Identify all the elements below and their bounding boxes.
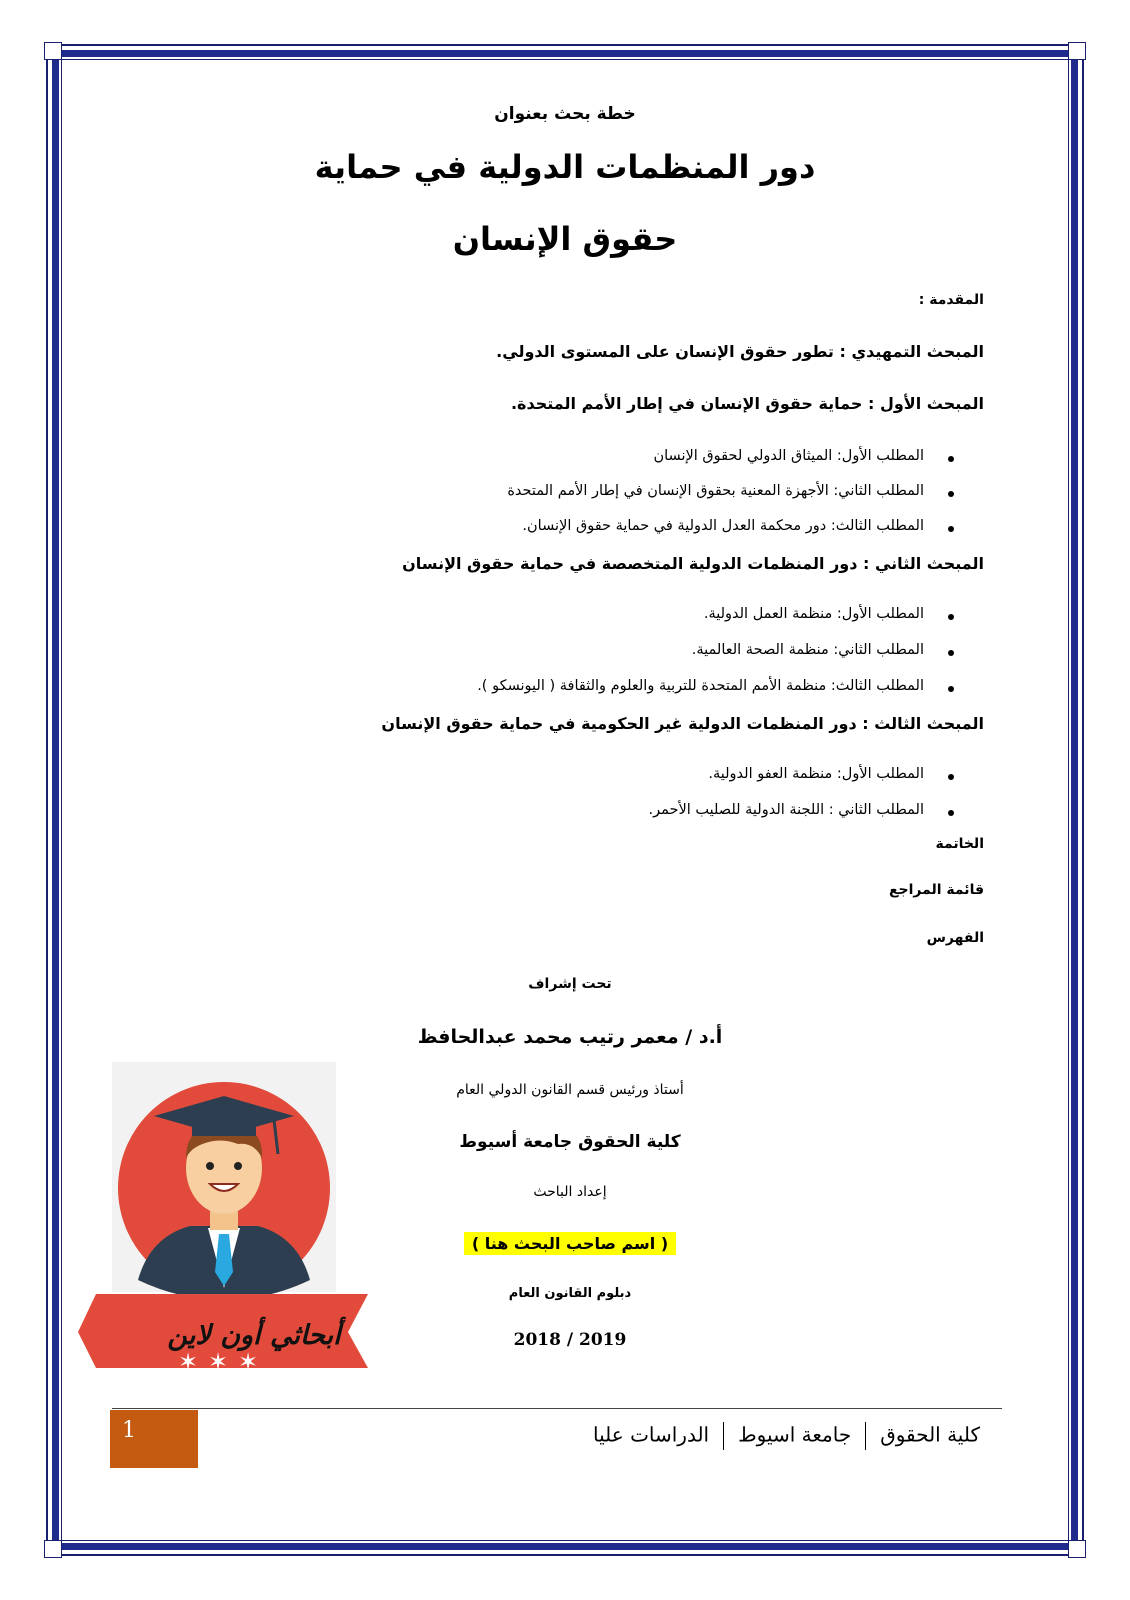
title-line-1: دور المنظمات الدولية في حماية [314,148,816,186]
list-item: المطلب الأول: منظمة العمل الدولية. [703,606,924,622]
frame-corner [44,42,62,60]
outline-chapter-1: المبحث الأول : حماية حقوق الإنسان في إطار الأمم المتحدة. [510,394,984,413]
outline-introduction: المقدمة : [918,292,984,308]
footer-separator [865,1422,866,1450]
research-plan-label: خطة بحث بعنوان [494,104,636,124]
footer-text [593,1422,980,1450]
prepared-by-label: إعداد الباحث [533,1184,607,1200]
faculty-name: كلية الحقوق جامعة أسيوط [459,1132,681,1152]
outline-chapter-3: المبحث الثالث : دور المنظمات الدولية غير الحكومية في حماية حقوق الإنسان [381,714,984,733]
svg-text:✶: ✶ [238,1348,259,1376]
footer-studies: الدراسات عليا [593,1422,710,1447]
outline-chapter-2: المبحث الثاني : دور المنظمات الدولية المتخصصة في حماية حقوق الإنسان [402,554,984,573]
svg-text:✶: ✶ [208,1348,229,1376]
outline-index: الفهرس [926,930,984,946]
outline-preface-chapter: المبحث التمهيدي : تطور حقوق الإنسان على المستوى الدولي. [496,342,984,361]
researcher-name-placeholder [340,1234,800,1253]
list-item: المطلب الثالث: دور محكمة العدل الدولية في حماية حقوق الإنسان. [522,518,924,534]
frame-corner [44,1540,62,1558]
page-number: 1 [110,1410,198,1468]
list-item: المطلب الأول: منظمة العفو الدولية. [708,766,924,782]
outline-references: قائمة المراجع [888,882,984,898]
logo-text: أبحاثي أون لاين [167,1320,341,1351]
academic-year: 2019 / 2018 [513,1330,627,1350]
footer-university: جامعة اسيوط [738,1422,852,1447]
title-line-2: حقوق الإنسان [452,220,678,258]
svg-text:✶: ✶ [178,1348,199,1376]
supervisor-position: أستاذ ورئيس قسم القانون الدولي العام [456,1082,684,1098]
researcher-name: ( اسم صاحب البحث هنا ) [464,1232,676,1255]
supervision-label: تحت إشراف [528,976,612,992]
list-item: المطلب الثاني: منظمة الصحة العالمية. [691,642,924,658]
list-item: المطلب الثاني : اللجنة الدولية للصليب الأحمر. [648,802,924,818]
list-item: المطلب الثالث: منظمة الأمم المتحدة للتربية والعلوم والثقافة ( اليونسكو ). [477,678,924,694]
outline-conclusion: الخاتمة [935,836,984,852]
diploma-label: دبلوم القانون العام [508,1286,632,1301]
footer-divider [112,1408,1002,1409]
frame-corner [1068,1540,1086,1558]
logo [78,1062,368,1392]
supervisor-name: أ.د / معمر رتيب محمد عبدالحافظ [417,1026,723,1048]
list-item: المطلب الثاني: الأجهزة المعنية بحقوق الإنسان في إطار الأمم المتحدة [507,483,924,499]
footer-separator [723,1422,724,1450]
graduate-icon [78,1062,368,1392]
frame-corner [1068,42,1086,60]
footer-faculty: كلية الحقوق [880,1422,980,1447]
list-item: المطلب الأول: الميثاق الدولي لحقوق الإنسان [653,448,924,464]
